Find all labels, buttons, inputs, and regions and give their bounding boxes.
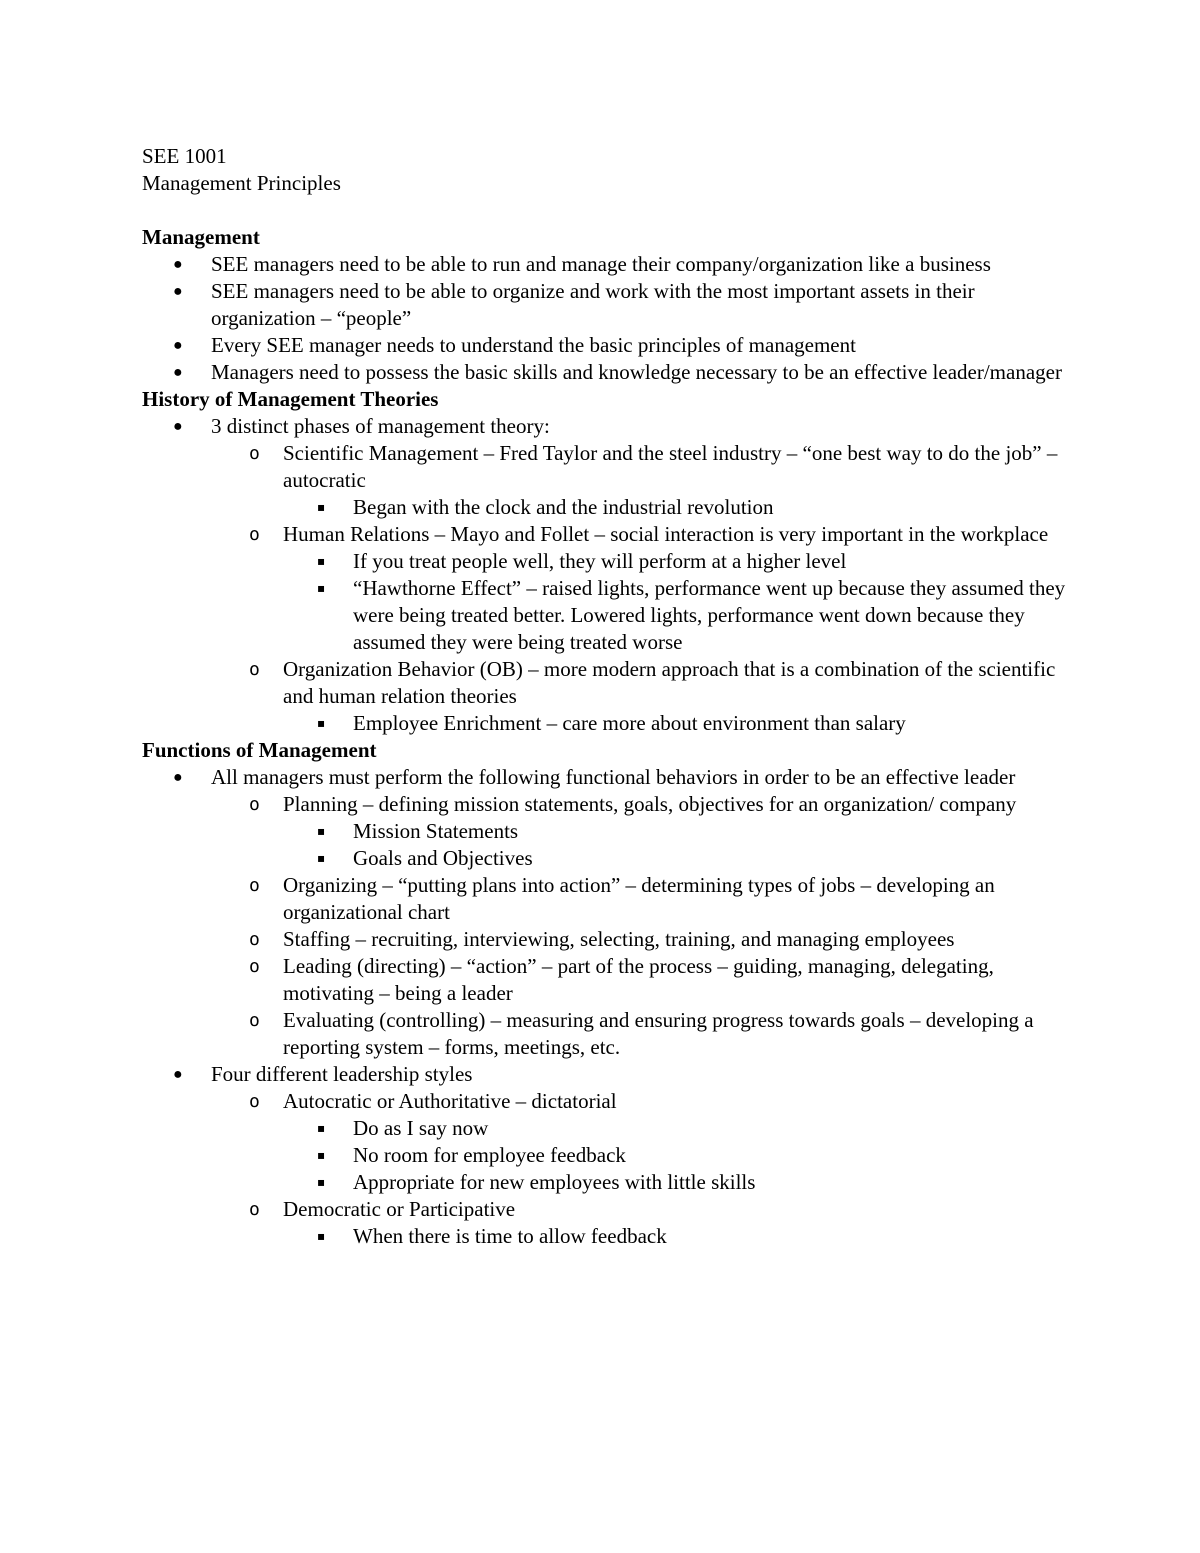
list-item-level-1 bbox=[142, 251, 1072, 278]
list-item-text: SEE managers need to be able to run and manage their company/organization like a business bbox=[211, 252, 991, 276]
section-list bbox=[142, 413, 1072, 737]
circle-bullet-icon: o bbox=[249, 1010, 260, 1031]
list-item-text: Evaluating (controlling) – measuring and ensuring progress towards goals – developing a reporting system – forms, meetings, etc. bbox=[283, 1008, 1034, 1059]
list-item-level-2 bbox=[142, 440, 1072, 494]
square-bullet-icon: ▪ bbox=[317, 1175, 326, 1189]
section-list bbox=[142, 251, 1072, 386]
list-item-level-2 bbox=[142, 1196, 1072, 1223]
square-bullet-icon: ▪ bbox=[317, 554, 326, 568]
list-item-level-3 bbox=[142, 575, 1072, 656]
list-item-level-3 bbox=[142, 1142, 1072, 1169]
list-item-level-2 bbox=[142, 1007, 1072, 1061]
list-item-text: Staffing – recruiting, interviewing, selecting, training, and managing employees bbox=[283, 927, 955, 951]
list-item-text: 3 distinct phases of management theory: bbox=[211, 414, 550, 438]
list-item-text: When there is time to allow feedback bbox=[353, 1224, 667, 1248]
list-item-level-3 bbox=[142, 845, 1072, 872]
list-item-text: Mission Statements bbox=[353, 819, 519, 843]
list-item-text: Every SEE manager needs to understand the basic principles of management bbox=[211, 333, 856, 357]
bullet-icon: ● bbox=[173, 418, 183, 435]
list-item-level-2 bbox=[142, 791, 1072, 818]
list-item-text: Autocratic or Authoritative – dictatorial bbox=[283, 1089, 617, 1113]
course-code: SEE 1001 bbox=[142, 144, 227, 168]
bullet-icon: ● bbox=[173, 283, 183, 300]
list-item-text: Human Relations – Mayo and Follet – social interaction is very important in the workplace bbox=[283, 522, 1049, 546]
list-item-level-2 bbox=[142, 953, 1072, 1007]
circle-bullet-icon: o bbox=[249, 659, 260, 680]
circle-bullet-icon: o bbox=[249, 794, 260, 815]
bullet-icon: ● bbox=[173, 1066, 183, 1083]
list-item-text: Managers need to possess the basic skills and knowledge necessary to be an effective leader/manager bbox=[211, 360, 1062, 384]
list-item-level-3 bbox=[142, 494, 1072, 521]
section-list bbox=[142, 764, 1072, 1250]
list-item-text: “Hawthorne Effect” – raised lights, performance went up because they assumed they were being treated better. Lowered lights, performance went down because they assumed they were being treated worse bbox=[353, 576, 1066, 654]
list-item-level-3 bbox=[142, 1169, 1072, 1196]
square-bullet-icon: ▪ bbox=[317, 716, 326, 730]
list-item-level-3 bbox=[142, 1115, 1072, 1142]
list-item-level-2 bbox=[142, 1088, 1072, 1115]
bullet-icon: ● bbox=[173, 769, 183, 786]
list-item-text: SEE managers need to be able to organize and work with the most important assets in their organization – “people” bbox=[211, 279, 975, 330]
square-bullet-icon: ▪ bbox=[317, 1148, 326, 1162]
bullet-icon: ● bbox=[173, 364, 183, 381]
list-item-text: If you treat people well, they will perform at a higher level bbox=[353, 549, 847, 573]
list-item-level-3 bbox=[142, 1223, 1072, 1250]
list-item-level-1 bbox=[142, 278, 1072, 332]
list-item-text: Employee Enrichment – care more about environment than salary bbox=[353, 711, 906, 735]
circle-bullet-icon: o bbox=[249, 524, 260, 545]
section-heading: Management bbox=[142, 225, 260, 249]
list-item-text: Democratic or Participative bbox=[283, 1197, 516, 1221]
bullet-icon: ● bbox=[173, 337, 183, 354]
circle-bullet-icon: o bbox=[249, 929, 260, 950]
square-bullet-icon: ▪ bbox=[317, 581, 326, 595]
list-item-text: Organization Behavior (OB) – more modern approach that is a combination of the scientific and human relation theories bbox=[283, 657, 1056, 708]
list-item-level-2 bbox=[142, 656, 1072, 710]
list-item-text: Planning – defining mission statements, goals, objectives for an organization/ company bbox=[283, 792, 1017, 816]
list-item-level-2 bbox=[142, 521, 1072, 548]
list-item-level-3 bbox=[142, 548, 1072, 575]
list-item-text: Scientific Management – Fred Taylor and the steel industry – “one best way to do the job” – autocratic bbox=[283, 441, 1058, 492]
list-item-text: All managers must perform the following functional behaviors in order to be an effective leader bbox=[211, 765, 1016, 789]
list-item-text: Appropriate for new employees with little skills bbox=[353, 1170, 756, 1194]
list-item-level-3 bbox=[142, 818, 1072, 845]
section-heading: History of Management Theories bbox=[142, 387, 439, 411]
list-item-text: Organizing – “putting plans into action” – determining types of jobs – developing an organizational chart bbox=[283, 873, 995, 924]
spacer bbox=[142, 197, 1072, 224]
list-item-level-1 bbox=[142, 1061, 1072, 1088]
circle-bullet-icon: o bbox=[249, 875, 260, 896]
list-item-level-2 bbox=[142, 926, 1072, 953]
square-bullet-icon: ▪ bbox=[317, 1121, 326, 1135]
square-bullet-icon: ▪ bbox=[317, 824, 326, 838]
bullet-icon: ● bbox=[173, 256, 183, 273]
list-item-text: Leading (directing) – “action” – part of the process – guiding, managing, delegating, motivating – being a leader bbox=[283, 954, 994, 1005]
list-item-text: Do as I say now bbox=[353, 1116, 489, 1140]
circle-bullet-icon: o bbox=[249, 1091, 260, 1112]
list-item-level-1 bbox=[142, 332, 1072, 359]
list-item-level-1 bbox=[142, 359, 1072, 386]
notes-body bbox=[142, 224, 1072, 1250]
circle-bullet-icon: o bbox=[249, 1199, 260, 1220]
list-item-level-2 bbox=[142, 872, 1072, 926]
square-bullet-icon: ▪ bbox=[317, 851, 326, 865]
circle-bullet-icon: o bbox=[249, 956, 260, 977]
list-item-text: No room for employee feedback bbox=[353, 1143, 626, 1167]
list-item-level-1 bbox=[142, 764, 1072, 791]
circle-bullet-icon: o bbox=[249, 443, 260, 464]
list-item-level-3 bbox=[142, 710, 1072, 737]
list-item-text: Goals and Objectives bbox=[353, 846, 533, 870]
list-item-text: Began with the clock and the industrial revolution bbox=[353, 495, 774, 519]
square-bullet-icon: ▪ bbox=[317, 500, 326, 514]
course-title: Management Principles bbox=[142, 171, 341, 195]
section-heading: Functions of Management bbox=[142, 738, 377, 762]
list-item-text: Four different leadership styles bbox=[211, 1062, 473, 1086]
document-page bbox=[142, 143, 1072, 1250]
list-item-level-1 bbox=[142, 413, 1072, 440]
square-bullet-icon: ▪ bbox=[317, 1229, 326, 1243]
